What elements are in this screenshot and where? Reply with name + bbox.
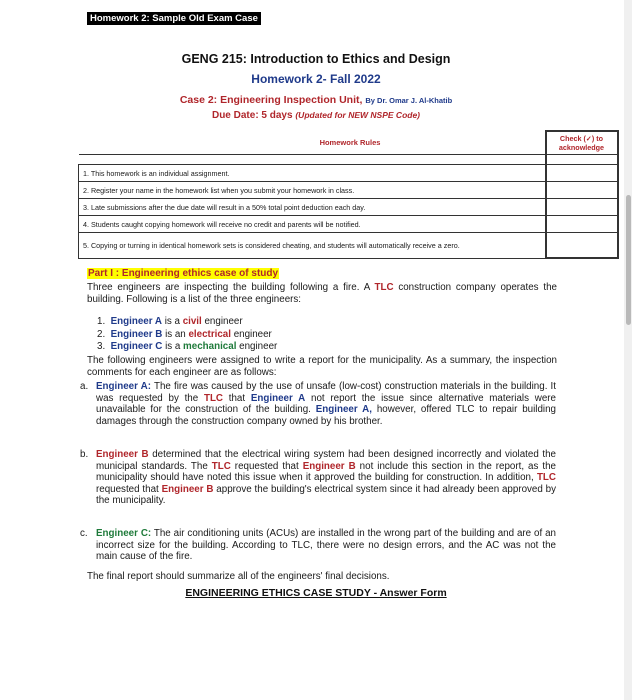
final-paragraph: The final report should summarize all of the engineers' final decisions.	[87, 571, 390, 582]
spacer-cell	[79, 155, 546, 165]
list-item: 1. Engineer A is a civil engineer	[97, 316, 243, 327]
check-box[interactable]	[546, 216, 618, 233]
updated-note: (Updated for NEW NSPE Code)	[295, 110, 421, 120]
intro-text-a: Three engineers are inspecting the building following a fire. A	[87, 282, 375, 293]
intro-paragraph	[87, 282, 557, 305]
case-label: Case 2: Engineering Inspection Unit,	[179, 94, 363, 106]
rule-row: 3. Late submissions after the due date will result in a 50% total point deduction each day.	[79, 199, 546, 216]
marker-b: b.	[80, 449, 89, 460]
homework-title: Homework 2- Fall 2022	[251, 72, 381, 86]
marker-c: c.	[80, 528, 88, 539]
intro-text-b: construction company operates the building. Following is a list of the three engineers:	[87, 282, 557, 305]
check-box[interactable]	[546, 199, 618, 216]
comment-a: a. Engineer A: The fire was caused by the use of unsafe (low-cost) construction materials in the building. It was requested by the TLC that Engineer A not report the issue since alternative materials were unavailable for the construction of the building. Engineer A, however, offered TLC to repair building damages through the construction company owned by his brother.	[80, 381, 557, 427]
comment-b: b. Engineer B determined that the electrical wiring system had been designed incorrectly and violated the municipal standards. The TLC requested that Engineer B not include this section in the report, as the municipality should have noted this issue when it approved the building for construction. In addition, TLC requested that Engineer B approve the building's electrical system since it had already been approved by the municipality.	[80, 449, 557, 507]
rule-row: 1. This homework is an individual assignment.	[79, 165, 546, 182]
course-title: GENG 215: Introduction to Ethics and Design	[181, 52, 451, 66]
rule-row: 4. Students caught copying homework will receive no credit and parents will be notified.	[79, 216, 546, 233]
list-item: 2. Engineer B is an electrical engineer	[97, 328, 272, 340]
rule-row: 5. Copying or turning in identical homework sets is considered cheating, and students will automatically receive a zero.	[79, 233, 546, 259]
check-box[interactable]	[546, 233, 618, 259]
author: By Dr. Omar J. Al-Khatib	[365, 96, 453, 105]
list-item: 3. Engineer C is a mechanical engineer	[97, 341, 278, 353]
rule-row: 2. Register your name in the homework list when you submit your homework in class.	[79, 182, 546, 199]
check-header	[546, 131, 618, 155]
rules-header: Homework Rules	[79, 131, 546, 155]
due-date	[0, 110, 632, 121]
check-header-line1: Check (✓) to	[559, 134, 604, 143]
due-label: Due Date: 5 days	[211, 110, 293, 121]
check-box[interactable]	[546, 182, 618, 199]
marker-a: a.	[80, 381, 89, 392]
check-box[interactable]	[546, 165, 618, 182]
spacer-check-cell	[546, 155, 618, 165]
intro-tlc: TLC	[374, 282, 394, 293]
homework-tag: Homework 2: Sample Old Exam Case	[87, 12, 261, 25]
rules-table	[78, 130, 619, 259]
part-title: Part I : Engineering ethics case of study	[88, 268, 279, 279]
scrollbar-thumb[interactable]	[626, 195, 631, 325]
comment-c: c. Engineer C: The air conditioning units (ACUs) are installed in the wrong part of the building and are of an incorrect size for the building. According to TLC, there were no design errors, and the AC was not the main cause of the fire.	[80, 528, 556, 563]
check-header-line2: acknowledge	[558, 143, 605, 152]
engineer-list	[97, 316, 277, 354]
summary-paragraph: The following engineers were assigned to write a report for the municipality. As a summary, the inspection comments for each engineer are as follows:	[87, 355, 557, 378]
answer-form-title: ENGINEERING ETHICS CASE STUDY - Answer Form	[185, 587, 447, 599]
case-title	[0, 94, 632, 106]
